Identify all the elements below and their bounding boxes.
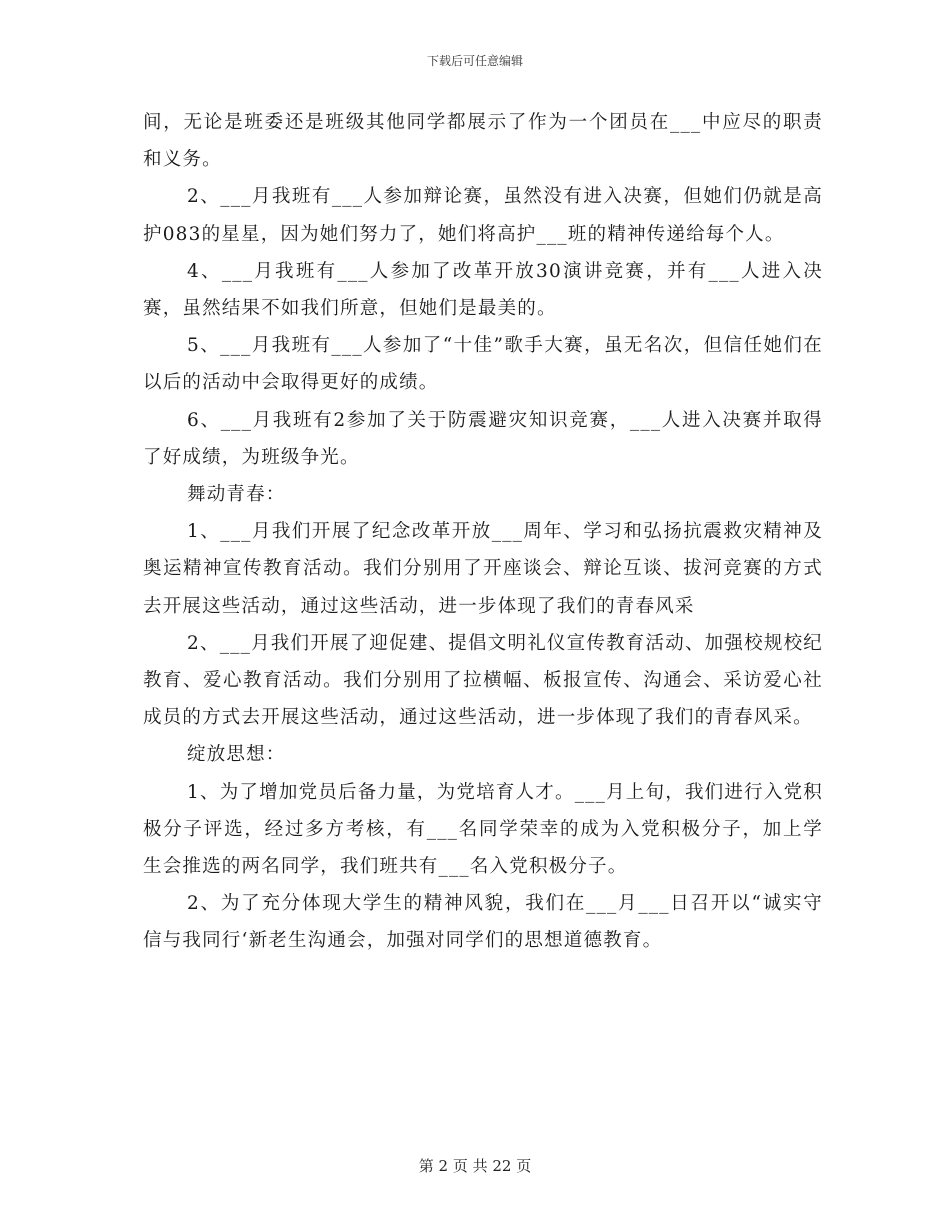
paragraph-continuation: 间，无论是班委还是班级其他同学都展示了作为一个团员在___中应尽的职责和义务。: [143, 112, 823, 171]
paragraph-thought-1: 1、为了增加党员后备力量，为党培育人才。___月上旬，我们进行入党积极分子评选，经过多方考核，有___名同学荣幸的成为入党积极分子，加上学生会推选的两名同学，我们班共有___名入党积极分子。: [143, 781, 823, 878]
page-footer: 第 2 页 共 22 页: [418, 1157, 532, 1175]
paragraph-item-4-speech: 4、___月我班有___人参加了改革开放30演讲竞赛，并有___人进入决赛，虽然结果不如我们所意，但她们是最美的。: [143, 260, 823, 320]
document-body: [143, 104, 823, 960]
paragraph-item-2-debate: 2、___月我班有___人参加辩论赛，虽然没有进入决赛，但她们仍就是高护083的星星，因为她们努力了，她们将高护___班的精神传递给每个人。: [143, 186, 823, 245]
paragraph-youth-2: 2、___月我们开展了迎促建、提倡文明礼仪宣传教育活动、加强校规校纪教育、爱心教育活动。我们分别用了拉横幅、板报宣传、沟通会、采访爱心社成员的方式去开展这些活动，通过这些活动，进一步体现了我们的青春风采。: [143, 632, 823, 729]
section-heading-thought: 绽放思想：: [187, 744, 286, 766]
section-heading-youth: 舞动青春：: [187, 484, 286, 506]
paragraph-item-5-singing: 5、___月我班有___人参加了“十佳”歌手大赛，虽无名次，但信任她们在以后的活动中会取得更好的成绩。: [143, 335, 823, 394]
page-header: 下载后可任意编辑: [426, 54, 523, 68]
paragraph-item-6-quiz: 6、___月我班有2参加了关于防震避灾知识竞赛，___人进入决赛并取得了好成绩，为班级争光。: [143, 409, 823, 468]
paragraph-thought-2: 2、为了充分体现大学生的精神风貌，我们在___月___日召开以“诚实守信与我同行‘新老生沟通会，加强对同学们的思想道德教育。: [143, 893, 823, 952]
paragraph-youth-1: 1、___月我们开展了纪念改革开放___周年、学习和弘扬抗震救灾精神及奥运精神宣传教育活动。我们分别用了开座谈会、辩论互谈、拔河竞赛的方式去开展这些活动，通过这些活动，进一步体现了我们的青春风采: [143, 521, 823, 617]
